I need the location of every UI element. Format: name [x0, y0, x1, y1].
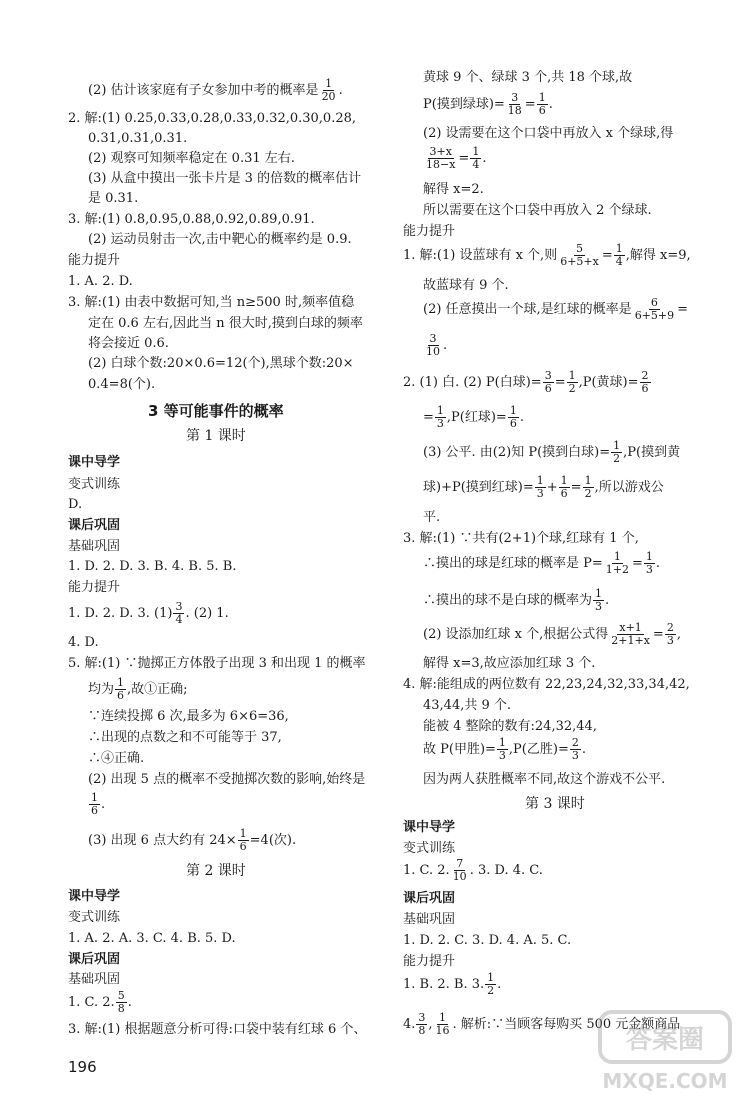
answer-line: 2. (1) 白. (2) P(白球)= $\frac{3}{6}$ = $\frac{1}{2}$ ,P(黄球)= $\frac{2}{6}$ [403, 369, 649, 396]
answer-line: 43,44,共 9 个. [423, 698, 512, 713]
answer-line: 球)+P(摸到红球)= $\frac{1}{3}$ + $\frac{1}{6}$ = $\frac{1}{2}$ ,所以游戏公 [423, 474, 664, 501]
page-number: 196 [68, 1058, 97, 1076]
fraction: $\frac{1}{6}$ [239, 827, 247, 854]
subsection-heading: 基础巩固 [403, 912, 456, 927]
answer-line: 3. 解:(1) 根据题意分析可得:口袋中装有红球 6 个、 [68, 1022, 367, 1037]
answer-line: D. [68, 497, 83, 512]
answer-line: 1. D. 2. D. 3. B. 4. B. 5. B. [68, 559, 237, 574]
fraction: $\frac{1}{20}$ [321, 77, 336, 104]
answer-line: (2) 白球个数:20×0.6=12(个),黑球个数:20× [88, 356, 354, 371]
answer-line: 1. A. 2. D. [68, 274, 133, 289]
answer-line: 1. A. 2. A. 3. C. 4. B. 5. D. [68, 931, 236, 946]
answer-line: (2) 估计该家庭有子女参加中考的概率是 $\frac{1}{20}$ . [88, 77, 343, 104]
subsection-heading: 基础巩固 [68, 972, 121, 987]
answer-line: 平. [423, 510, 441, 525]
answer-line: 3. 解:(1) ∵共有(2+1)个球,红球有 1 个, [403, 531, 639, 546]
answer-line: (2) 出现 5 点的概率不受抛掷次数的影响,始终是 [88, 772, 366, 787]
answer-line: 0.4=8(个). [88, 377, 156, 392]
fraction: $\frac{3}{10}$ [426, 332, 440, 359]
watermark-logo [592, 1008, 742, 1103]
answer-line: 0.31,0.31,0.31. [88, 131, 188, 146]
fraction: $\frac{1}{2}$ [568, 369, 576, 396]
block-heading: 课中导学 [68, 889, 121, 904]
section-title: 3 等可能事件的概率 [148, 402, 284, 420]
answer-line: 定在 0.6 左右,因此当 n 很大时,摸到白球的频率 [88, 316, 363, 331]
svg-text:MXQE.COM: MXQE.COM [602, 1068, 728, 1093]
answer-line: 1. 解:(1) 设蓝球有 x 个,则 $\frac{5}{6+5+x}$ = $\frac{1}{4}$ ,解得 x=9, [403, 242, 691, 269]
subsection-heading: 变式训练 [403, 841, 456, 856]
answer-line: 4. D. [68, 635, 99, 650]
answer-line: 1. C. 2. $\frac{7}{10}$ . 3. D. 4. C. [403, 857, 543, 884]
fraction: $\frac{1}{3}$ [595, 587, 603, 614]
fraction: $\frac{1}{6}$ [117, 676, 125, 703]
fraction: $\frac{1}{4}$ [615, 242, 623, 269]
watermark-icon [592, 1008, 742, 1098]
block-heading: 课中导学 [403, 820, 456, 835]
lesson-title: 第 3 课时 [525, 796, 585, 812]
fraction: $\frac{1}{2}$ [584, 474, 592, 501]
answer-line: 1. D. 2. D. 3. (1) $\frac{3}{4}$ . (2) 1. [68, 600, 229, 627]
answer-line: (3) 从盒中摸出一张卡片是 3 的倍数的概率估计 [88, 171, 362, 186]
answer-line: (2) 设添加红球 x 个,根据公式得 $\frac{x+1}{2+1+x}$ = $\frac{2}{3}$ , [423, 621, 681, 648]
subsection-heading: 变式训练 [68, 477, 121, 492]
answer-line: $\frac{3}{10}$ . [426, 332, 448, 359]
fraction: $\frac{3}{18}$ [507, 91, 522, 118]
fraction: $\frac{3}{6}$ [544, 369, 552, 396]
fraction: $\frac{1}{2}$ [487, 971, 495, 998]
answer-line: 故 P(甲胜)= $\frac{1}{3}$ ,P(乙胜)= $\frac{2}{3}$ . [423, 736, 586, 763]
answer-line: 将会接近 0.6. [88, 336, 169, 351]
fraction: $\frac{6}{6+5+9}$ [634, 296, 675, 323]
answer-line: 1. D. 2. C. 3. D. 4. A. 5. C. [403, 933, 572, 948]
answer-line: 因为两人获胜概率不同,故这个游戏不公平. [423, 772, 666, 787]
fraction: $\frac{7}{10}$ [452, 857, 467, 884]
fraction: $\frac{1}{6}$ [91, 791, 98, 818]
answer-line: 解得 x=3,故应添加红球 3 个. [423, 656, 596, 671]
answer-line: 是 0.31. [88, 191, 139, 206]
answer-line: 4. $\frac{3}{8}$ , $\frac{1}{16}$ . 解析:∵当顾客每购买 500 元金额商品 [403, 1011, 681, 1038]
subsection-heading: 能力提升 [403, 224, 456, 239]
fraction: $\frac{1}{6}$ [509, 404, 517, 431]
subsection-heading: 能力提升 [68, 253, 121, 268]
answer-line: = $\frac{1}{3}$ ,P(红球)= $\frac{1}{6}$ . [423, 404, 524, 431]
block-heading: 课中导学 [68, 455, 121, 470]
answer-line: $\frac{3+x}{18-x}$ = $\frac{1}{4}$ . [426, 145, 487, 172]
fraction: $\frac{3}{8}$ [418, 1011, 426, 1038]
subsection-heading: 变式训练 [68, 910, 121, 925]
answer-line: 5. 解:(1) ∵抛掷正方体骰子出现 3 和出现 1 的概率 [68, 656, 366, 671]
fraction: $\frac{1}{6}$ [560, 474, 568, 501]
lesson-title: 第 1 课时 [186, 428, 246, 444]
fraction: $\frac{2}{3}$ [666, 621, 674, 648]
subsection-heading: 能力提升 [403, 954, 456, 969]
answer-line: (2) 设需要在这个口袋中再放入 x 个绿球,得 [423, 126, 674, 141]
answer-line: 3. 解:(1) 0.8,0.95,0.88,0.92,0.89,0.91. [68, 212, 315, 227]
block-heading: 课后巩固 [403, 891, 456, 906]
fraction: $\frac{3}{4}$ [175, 600, 183, 627]
answer-line: 故蓝球有 9 个. [423, 278, 509, 293]
fraction: $\frac{2}{3}$ [571, 736, 579, 763]
answer-line: (2) 观察可知频率稳定在 0.31 左右. [88, 151, 295, 166]
fraction: $\frac{1}{6}$ [538, 91, 546, 118]
fraction: $\frac{1}{3}$ [645, 550, 653, 577]
fraction: $\frac{1}{16}$ [435, 1011, 450, 1038]
answer-line: ∴④正确. [88, 751, 145, 766]
answer-line: 3. 解:(1) 由表中数据可知,当 n≥500 时,频率值稳 [68, 295, 355, 310]
answer-line: 所以需要在这个口袋中再放入 2 个绿球. [423, 203, 652, 218]
answer-line: 1. C. 2. $\frac{5}{8}$ . [68, 989, 132, 1016]
fraction: $\frac{1}{2}$ [613, 439, 621, 466]
answer-line: (2) 任意摸出一个球,是红球的概率是 $\frac{6}{6+5+9}$ = [423, 296, 689, 323]
answer-line: 1. B. 2. B. 3. $\frac{1}{2}$ . [403, 971, 502, 998]
fraction: $\frac{5}{8}$ [117, 989, 125, 1016]
answer-line: (2) 运动员射击一次,击中靶心的概率约是 0.9. [88, 232, 352, 247]
answer-line: 4. 解:能组成的两位数有 22,23,24,32,33,34,42, [403, 677, 690, 692]
answer-line: ∴摸出的球不是白球的概率为 $\frac{1}{3}$ . [423, 587, 610, 614]
answer-line: ∴出现的点数之和不可能等于 37, [88, 730, 282, 745]
answer-line: 2. 解:(1) 0.25,0.33,0.28,0.33,0.32,0.30,0.28, [68, 111, 357, 126]
answer-line: 黄球 9 个、绿球 3 个,共 18 个球,故 [423, 70, 633, 85]
fraction: $\frac{3+x}{18-x}$ [426, 145, 456, 172]
block-heading: 课后巩固 [68, 518, 121, 533]
block-heading: 课后巩固 [68, 952, 121, 967]
fraction: $\frac{1}{1+2}$ [605, 550, 629, 577]
answer-line: 解得 x=2. [423, 182, 484, 197]
answer-line: ∴摸出的球是红球的概率是 P= $\frac{1}{1+2}$ = $\frac{1}{3}$ . [423, 550, 661, 577]
fraction: $\frac{1}{3}$ [436, 404, 444, 431]
answer-line: P(摸到绿球)= $\frac{3}{18}$ = $\frac{1}{6}$ . [423, 91, 553, 118]
subsection-heading: 能力提升 [68, 580, 121, 595]
answer-line: (3) 出现 6 点大约有 24× $\frac{1}{6}$ =4(次). [88, 827, 297, 854]
fraction: $\frac{1}{3}$ [498, 736, 506, 763]
fraction: $\frac{1}{4}$ [472, 145, 480, 172]
fraction: $\frac{x+1}{2+1+x}$ [611, 621, 650, 648]
fraction: $\frac{2}{6}$ [641, 369, 649, 396]
lesson-title: 第 2 课时 [186, 863, 246, 879]
answer-line: 能被 4 整除的数有:24,32,44, [423, 719, 597, 734]
answer-line: 均为 $\frac{1}{6}$ ,故①正确; [88, 676, 188, 703]
answer-line: $\frac{1}{6}$ . [91, 791, 106, 818]
answer-line: ∵连续投掷 6 次,最多为 6×6=36, [88, 709, 289, 724]
fraction: $\frac{1}{3}$ [536, 474, 544, 501]
answer-line: (3) 公平. 由(2)知 P(摸到白球)= $\frac{1}{2}$ ,P(摸到黄 [423, 439, 681, 466]
fraction: $\frac{5}{6+5+x}$ [560, 242, 599, 269]
subsection-heading: 基础巩固 [68, 539, 121, 554]
svg-text:答案圈: 答案圈 [625, 1024, 705, 1055]
